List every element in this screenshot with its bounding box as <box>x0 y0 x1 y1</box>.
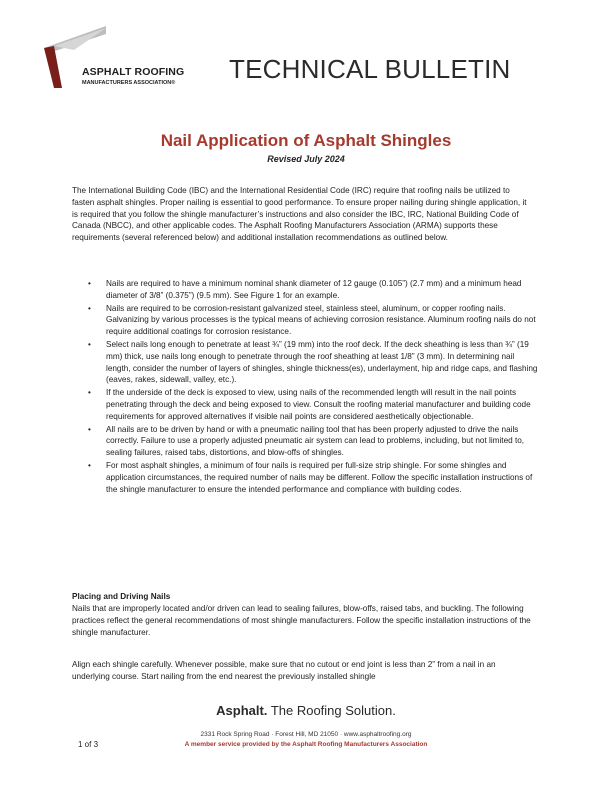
alignment-paragraph: Align each shingle carefully. Whenever possible, make sure that no cutout or end joint is less than 2” from a nail in an underlying course. Start nailing from the end nearest the previously installed shingle <box>72 660 496 681</box>
footer-address: 2331 Rock Spring Road · Forest Hill, MD 21050 · www.asphaltroofing.org <box>200 731 412 738</box>
logo-name: ASPHALT ROOFING <box>82 66 185 78</box>
footer-service-note: A member service provided by the Asphalt Roofing Manufacturers Association <box>184 741 428 748</box>
bullet-icon: • <box>88 279 91 288</box>
list-item <box>88 278 538 302</box>
list-item-text: For most asphalt shingles, a minimum of four nails is required per full-size strip shingle. For some shingles and application circumstances, the required number of nails may be different. Follow the specific installation instructions of the shingle manufacturer to ensure the intended performance and compliance with building codes. <box>106 460 533 494</box>
list-item <box>88 339 538 386</box>
bullet-icon: • <box>88 303 91 313</box>
section-heading: Placing and Driving Nails <box>72 592 171 601</box>
footer-brand <box>0 703 612 718</box>
list-item <box>88 303 538 338</box>
footer-brand-tagline: The Roofing Solution. <box>267 703 396 718</box>
footer-brand-bold: Asphalt. <box>216 703 268 718</box>
logo-subtitle: MANUFACTURERS ASSOCIATION® <box>82 80 176 86</box>
bulletin-title: TECHNICAL BULLETIN <box>229 54 511 84</box>
list-item <box>88 460 538 495</box>
list-item-text: If the underside of the deck is exposed to view, using nails of the recommended length will result in the nail points penetrating through the deck and being exposed to view. Consult the roofing material manufacturer and building code requirements for approved alternatives if visible nail points are considered aesthetically objectionable. <box>106 388 531 421</box>
bullet-icon: • <box>88 339 91 349</box>
bullet-icon: • <box>88 424 91 434</box>
bullet-icon: • <box>88 388 91 398</box>
requirements-list <box>88 278 538 496</box>
document-title: Nail Application of Asphalt Shingles <box>160 131 452 150</box>
list-item-text: Nails are required to be corrosion-resistant galvanized steel, stainless steel, aluminum, or copper roofing nails. Galvanizing by various processes is the typical means of achieving corrosion resistance. Aluminum roofing nails do not require additional coatings for corrosion resistance. <box>106 303 536 337</box>
list-item-text: Nails are required to have a minimum nominal shank diameter of 12 gauge (0.105”) (2.7 mm) and a minimum head diameter of 3/8” (0.375”) (9.5 mm). See Figure 1 for an example. <box>106 279 522 300</box>
revision-date: Revised July 2024 <box>267 154 345 164</box>
intro-paragraph: The International Building Code (IBC) and the International Residential Code (IRC) require that roofing nails be utilized to fasten asphalt shingles. Proper nailing is essential to good performance. To ensure proper nailing during shingle application, it is required that you follow the shingle manufacturer’s instructions and also consider the IBC, IRC, National Building Code of Canada (NBCC), and other applicable codes. The Asphalt Roofing Manufacturers Association (ARMA) supports these requirements (several referenced below) and additional installation recommendations as outlined below. <box>72 186 527 243</box>
section-paragraph: Nails that are improperly located and/or driven can lead to sealing failures, blow-offs, raised tabs, and buckling. The following practices reflect the general recommendations of most shingle manufacturers. Follow the specific installation instructions of the shingle manufacturer. <box>72 604 531 637</box>
list-item-text: All nails are to be driven by hand or with a pneumatic nailing tool that has been properly adjusted to drive the nails correctly. Failure to use a properly adjusted pneumatic air system can lead to problems, including, but not limited to, sealing failures, raised tabs, distortions, and blow-offs of shingles. <box>106 424 525 458</box>
list-item <box>88 424 538 459</box>
bullet-icon: • <box>88 460 91 470</box>
list-item-text: Select nails long enough to penetrate at least ¾” (19 mm) into the roof deck. If the deck sheathing is less than ¾” (19 mm) thick, use nails long enough to penetrate through the roof sheathing at least 1/8” (3 mm). In determining nail length, consider the number of layers of shingles, shingle thickness(es), underlayment, hip and ridge caps, and flashing (eaves, rakes, sidewall, valley, etc.). <box>106 339 538 385</box>
page-number: 1 of 3 <box>78 740 99 749</box>
arma-logo <box>44 26 224 96</box>
list-item <box>88 387 538 422</box>
